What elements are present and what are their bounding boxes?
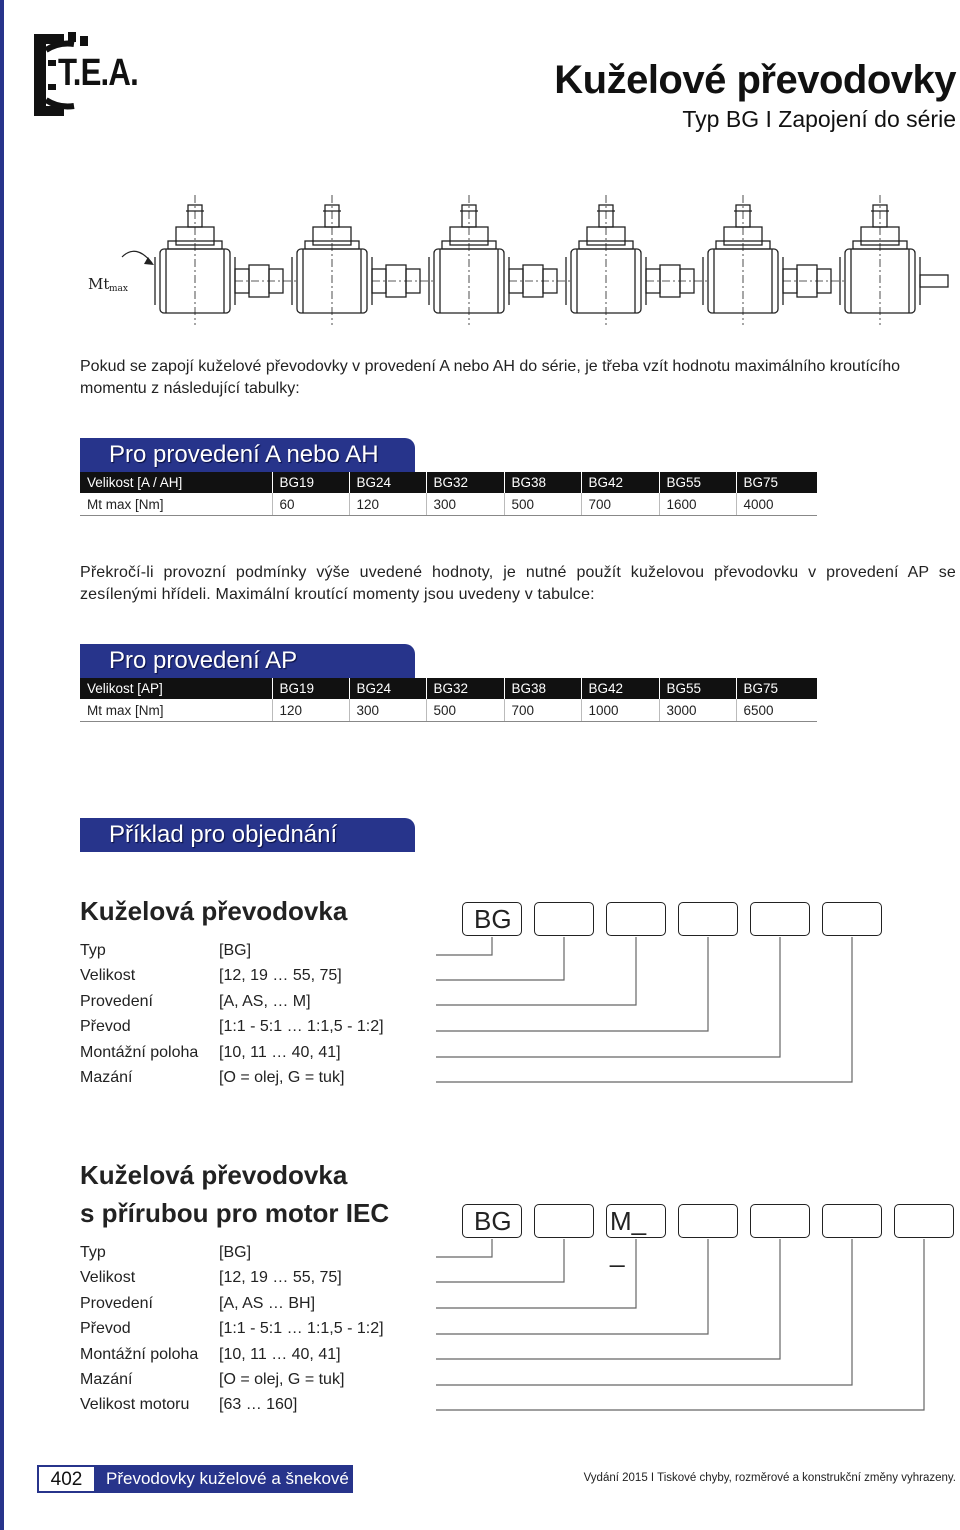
order-field-label: Velikost bbox=[80, 967, 136, 985]
order2-code-box[interactable] bbox=[822, 1204, 882, 1238]
table-cell: 300 bbox=[349, 699, 426, 722]
logo-text: T.E.A. bbox=[58, 52, 138, 94]
table-cell: 1600 bbox=[659, 493, 736, 516]
header-cell: BG24 bbox=[349, 678, 426, 699]
order-field-value: [10, 11 … 40, 41] bbox=[219, 1043, 341, 1061]
header-cell: BG32 bbox=[426, 472, 504, 493]
order2-code-box[interactable]: BG bbox=[462, 1204, 522, 1238]
order-field-value: [10, 11 … 40, 41] bbox=[219, 1345, 341, 1363]
order2-code-box[interactable] bbox=[750, 1204, 810, 1238]
header-cell: BG24 bbox=[349, 472, 426, 493]
table-cell: Mt max [Nm] bbox=[80, 699, 272, 722]
page-edge-bar bbox=[0, 0, 4, 1530]
order-field-label: Provedení bbox=[80, 992, 153, 1010]
gearbox-unit bbox=[703, 195, 845, 325]
header-cell: BG42 bbox=[581, 678, 659, 699]
order-field-value: [1:1 - 5:1 … 1:1,5 - 1:2] bbox=[219, 1320, 384, 1338]
table-cell: 60 bbox=[272, 493, 349, 516]
table-row bbox=[80, 699, 817, 722]
order-field-value: [BG] bbox=[219, 1244, 252, 1261]
torque-subscript: max bbox=[109, 284, 128, 294]
table-cell: 120 bbox=[272, 699, 349, 722]
order-field-value: [O = olej, G = tuk] bbox=[219, 1069, 345, 1086]
banner-order-label: Příklad pro objednání bbox=[109, 821, 338, 848]
header-cell: BG38 bbox=[504, 678, 581, 699]
gearbox-unit bbox=[292, 195, 434, 325]
table-cell: 700 bbox=[581, 493, 659, 516]
table-header-row bbox=[80, 472, 817, 493]
order-field-label: Velikost motoru bbox=[80, 1396, 190, 1414]
torque-label: Mt bbox=[88, 275, 110, 293]
page-title: Kuželové převodovky bbox=[554, 58, 956, 102]
table-cell: 500 bbox=[426, 699, 504, 722]
header-cell: BG38 bbox=[504, 472, 581, 493]
header-cell: BG75 bbox=[736, 472, 817, 493]
header-cell: BG32 bbox=[426, 678, 504, 699]
order2-code-box[interactable]: M_ _ bbox=[606, 1204, 666, 1238]
table-cell: Mt max [Nm] bbox=[80, 493, 272, 516]
table-cell: 700 bbox=[504, 699, 581, 722]
order1-code-box[interactable] bbox=[534, 902, 594, 936]
order-field-value: [BG] bbox=[219, 942, 252, 959]
gearbox-unit bbox=[566, 195, 708, 325]
header-cell: BG55 bbox=[659, 678, 736, 699]
header-cell: Velikost [AP] bbox=[80, 678, 272, 699]
header-cell: BG55 bbox=[659, 472, 736, 493]
table-cell: 300 bbox=[426, 493, 504, 516]
order-field-label: Velikost bbox=[80, 1269, 136, 1287]
order1-code-box[interactable] bbox=[678, 902, 738, 936]
order-field-label: Mazání bbox=[80, 1069, 133, 1086]
order1-code-box[interactable] bbox=[606, 902, 666, 936]
middle-paragraph: Překročí-li provozní podmínky výše uvedené hodnoty, je nutné použít kuželovou převodovku v provedení AP se zesílenými hřídeli. Maximální kroutící momenty jsou uvedeny v tabulce: bbox=[80, 564, 956, 603]
table-cell: 3000 bbox=[659, 699, 736, 722]
order-field-label: Převod bbox=[80, 1018, 131, 1036]
order1-code-box[interactable]: BG bbox=[462, 902, 522, 936]
intro-paragraph: Pokud se zapojí kuželové převodovky v provedení A nebo AH do série, je třeba vzít hodnotu maximálního kroutícího momentu z následující tabulky: bbox=[80, 358, 901, 397]
footer-edition-note: Vydání 2015 I Tiskové chyby, rozměrové a konstrukční změny vyhrazeny. bbox=[583, 1472, 956, 1484]
order-field-value: [A, AS, … M] bbox=[219, 992, 311, 1010]
order1-code-box[interactable] bbox=[750, 902, 810, 936]
table-header-row bbox=[80, 678, 817, 699]
header-cell: BG19 bbox=[272, 678, 349, 699]
order2-code-box[interactable] bbox=[894, 1204, 954, 1238]
table-row bbox=[80, 493, 817, 516]
header-cell: BG19 bbox=[272, 472, 349, 493]
order1-title: Kuželová převodovka bbox=[80, 896, 348, 926]
order2-code-box[interactable] bbox=[534, 1204, 594, 1238]
order-field-label: Převod bbox=[80, 1320, 131, 1338]
order-field-value: [63 … 160] bbox=[219, 1396, 298, 1414]
order-field-value: [12, 19 … 55, 75] bbox=[219, 967, 342, 985]
table-cell: 1000 bbox=[581, 699, 659, 722]
gearbox-unit bbox=[155, 195, 297, 325]
order-field-value: [1:1 - 5:1 … 1:1,5 - 1:2] bbox=[219, 1018, 384, 1036]
footer-section-title: Převodovky kuželové a šnekové bbox=[106, 1469, 349, 1488]
order2-title-line2: s přírubou pro motor IEC bbox=[80, 1198, 390, 1228]
order-field-label: Provedení bbox=[80, 1294, 153, 1312]
order-field-value: [O = olej, G = tuk] bbox=[219, 1371, 345, 1388]
order-field-label: Montážní poloha bbox=[80, 1043, 199, 1061]
table-cell: 4000 bbox=[736, 493, 817, 516]
order-field-label: Montážní poloha bbox=[80, 1345, 199, 1363]
page-subtitle: Typ BG I Zapojení do série bbox=[682, 106, 956, 132]
table-cell: 120 bbox=[349, 493, 426, 516]
banner-a-ah-label: Pro provedení A nebo AH bbox=[109, 441, 379, 468]
header-cell: Velikost [A / AH] bbox=[80, 472, 272, 493]
header-cell: BG42 bbox=[581, 472, 659, 493]
gearbox-unit bbox=[840, 195, 948, 325]
order-field-label: Typ bbox=[80, 1244, 106, 1261]
gearbox-series-drawing bbox=[80, 185, 960, 325]
order-field-label: Mazání bbox=[80, 1371, 133, 1388]
order-field-value: [12, 19 … 55, 75] bbox=[219, 1269, 342, 1287]
table-cell: 500 bbox=[504, 493, 581, 516]
table-ap bbox=[80, 678, 817, 722]
order2-code-box[interactable] bbox=[678, 1204, 738, 1238]
order1-code-box[interactable] bbox=[822, 902, 882, 936]
banner-ap-label: Pro provedení AP bbox=[109, 647, 298, 674]
header-cell: BG75 bbox=[736, 678, 817, 699]
page-number: 402 bbox=[37, 1465, 96, 1493]
order-field-label: Typ bbox=[80, 942, 106, 959]
table-cell: 6500 bbox=[736, 699, 817, 722]
order-field-value: [A, AS … BH] bbox=[219, 1294, 316, 1312]
table-a-ah bbox=[80, 472, 817, 516]
gearbox-unit bbox=[429, 195, 571, 325]
order2-title-line1: Kuželová převodovka bbox=[80, 1160, 348, 1190]
